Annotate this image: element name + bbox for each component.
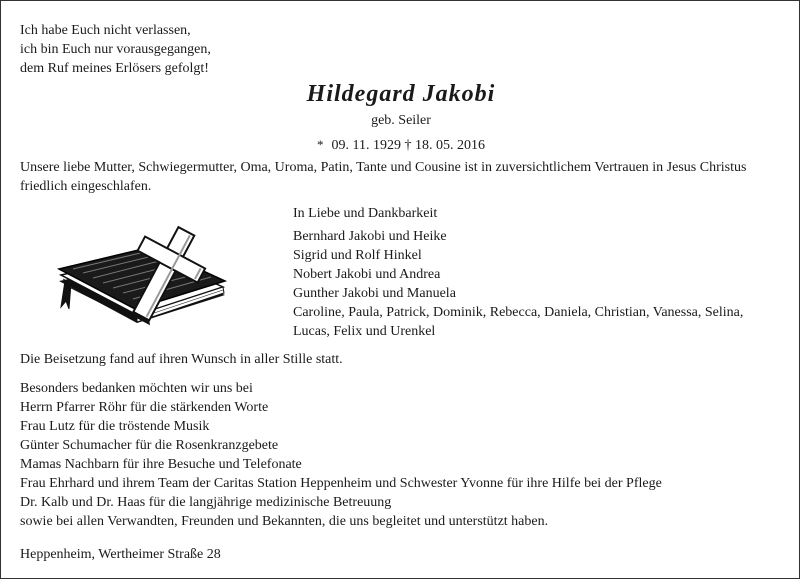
thanks-line-5: Mamas Nachbarn für ihre Besuche und Telefonate <box>20 457 302 472</box>
bible-cross-icon <box>53 223 231 333</box>
mourner-line-1: Bernhard Jakobi und Heike <box>293 229 447 244</box>
thanks-line-8: sowie bei allen Verwandten, Freunden und Bekannten, die uns begleitet und unterstützt haben. <box>20 514 549 529</box>
thanks-line-7: Dr. Kalb und Dr. Haas für die langjährige medizinische Betreuung <box>20 495 392 510</box>
intro-line-2: friedlich eingeschlafen. <box>20 179 152 194</box>
birth-star-icon: * <box>317 137 324 152</box>
mourner-line-6: Lucas, Felix und Urenkel <box>293 324 436 339</box>
address: Heppenheim, Wertheimer Straße 28 <box>20 547 221 562</box>
motto-line-2: ich bin Euch nur vorausgegangen, <box>20 42 211 57</box>
thanks-line-6: Frau Ehrhard und ihrem Team der Caritas Station Heppenheim und Schwester Yvonne für ihre Hilfe bei der Pflege <box>20 476 662 491</box>
thanks-line-2: Herrn Pfarrer Röhr für die stärkenden Worte <box>20 400 269 415</box>
deceased-name: Hildegard Jakobi <box>306 81 496 107</box>
mourners-heading: In Liebe und Dankbarkeit <box>293 206 438 221</box>
life-dates <box>1 136 800 155</box>
funeral-note: Die Beisetzung fand auf ihren Wunsch in aller Stille statt. <box>20 352 343 367</box>
thanks-line-1: Besonders bedanken möchten wir uns bei <box>20 381 253 396</box>
maiden-name: geb. Seiler <box>371 113 431 128</box>
mourner-line-3: Nobert Jakobi und Andrea <box>293 267 441 282</box>
motto-line-1: Ich habe Euch nicht verlassen, <box>20 23 191 38</box>
thanks-line-4: Günter Schumacher für die Rosenkranzgebete <box>20 438 279 453</box>
mourner-line-4: Gunther Jakobi und Manuela <box>293 286 456 301</box>
mourner-line-5: Caroline, Paula, Patrick, Dominik, Rebecca, Daniela, Christian, Vanessa, Selina, <box>293 305 744 320</box>
motto-line-3: dem Ruf meines Erlösers gefolgt! <box>20 61 209 76</box>
dates-text: 09. 11. 1929 † 18. 05. 2016 <box>331 138 485 153</box>
mourner-line-2: Sigrid und Rolf Hinkel <box>293 248 422 263</box>
thanks-line-3: Frau Lutz für die tröstende Musik <box>20 419 210 434</box>
intro-line-1: Unsere liebe Mutter, Schwiegermutter, Oma, Uroma, Patin, Tante und Cousine ist in zuversichtlichem Vertrauen in Jesus Christus <box>20 160 747 175</box>
